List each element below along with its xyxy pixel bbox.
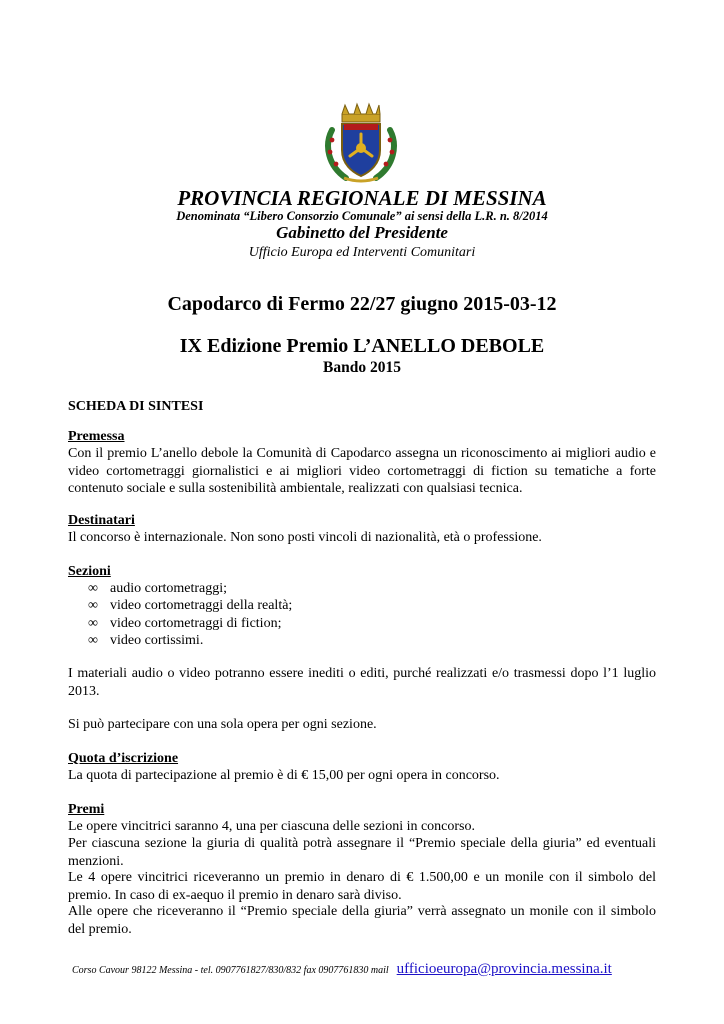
sezioni-heading: Sezioni	[68, 564, 111, 579]
list-item: ∞ video cortissimi.	[88, 633, 204, 649]
list-item: ∞ video cortometraggi della realtà;	[88, 598, 293, 614]
infinity-bullet-icon: ∞	[88, 581, 98, 596]
premi-paragraph-2: Per ciascuna sezione la giuria di qualità potrà assegnare il “Premio speciale della giuria” ed eventuali menzioni.	[68, 836, 656, 869]
premi-heading: Premi	[68, 802, 105, 817]
office-name: Ufficio Europa ed Interventi Comunitari	[248, 245, 476, 260]
footer-email-link[interactable]: ufficioeuropa@provincia.messina.it	[396, 961, 612, 977]
province-subtitle: Denominata “Libero Consorzio Comunale” ai sensi della L.R. n. 8/2014	[176, 209, 548, 223]
sezioni-note-2: Si può partecipare con una sola opera per ogni sezione.	[68, 717, 377, 732]
province-coat-of-arms-icon	[318, 100, 404, 186]
sezioni-list	[88, 580, 292, 650]
province-title: PROVINCIA REGIONALE DI MESSINA	[177, 186, 547, 210]
premi-paragraph-1: Le opere vincitrici saranno 4, una per ciascuna delle sezioni in concorso.	[68, 819, 476, 834]
infinity-bullet-icon: ∞	[88, 633, 98, 649]
destinatari-text: Il concorso è internazionale. Non sono posti vincoli di nazionalità, età o professione.	[68, 530, 542, 545]
footer-address: Corso Cavour 98122 Messina - tel. 0907761827/830/832 fax 0907761830 mail	[72, 965, 389, 976]
list-item: ∞ audio cortometraggi;	[88, 581, 228, 596]
quota-text: La quota di partecipazione al premio è di € 15,00 per ogni opera in concorso.	[68, 768, 500, 783]
event-line: Capodarco di Fermo 22/27 giugno 2015-03-12	[167, 293, 557, 315]
page-footer	[72, 960, 672, 978]
edition-title: IX Edizione Premio L’ANELLO DEBOLE	[179, 335, 545, 357]
summary-heading: SCHEDA DI SINTESI	[68, 399, 204, 414]
sezioni-note-1: I materiali audio o video potranno essere inediti o editi, purché realizzati e/o trasmessi dopo l’1 luglio 2013.	[68, 666, 656, 699]
premessa-text: Con il premio L’anello debole la Comunità di Capodarco assegna un riconoscimento ai migliori audio e video cortometraggi giornalistici e ai migliori video cortometraggi di fiction su tematiche a forte contenuto sociale e sulla sostenibilità ambientale, realizzati con qualsiasi tecnica.	[68, 446, 656, 497]
list-item: ∞ video cortometraggi di fiction;	[88, 615, 282, 631]
premi-paragraph-4: Alle opere che riceveranno il “Premio speciale della giuria” verrà assegnato un monile con il simbolo del premio.	[68, 904, 656, 937]
infinity-bullet-icon: ∞	[88, 598, 98, 614]
premi-paragraph-3: Le 4 opere vincitrici riceveranno un premio in denaro di € 1.500,00 e un monile con il simbolo del premio. In caso di ex-aequo il premio in denaro sarà diviso.	[68, 870, 656, 903]
premessa-heading: Premessa	[68, 429, 125, 444]
quota-heading: Quota d’iscrizione	[68, 751, 179, 766]
call-title: Bando 2015	[323, 359, 401, 376]
infinity-bullet-icon: ∞	[88, 615, 98, 631]
destinatari-heading: Destinatari	[68, 513, 135, 528]
cabinet-title: Gabinetto del Presidente	[276, 223, 448, 242]
